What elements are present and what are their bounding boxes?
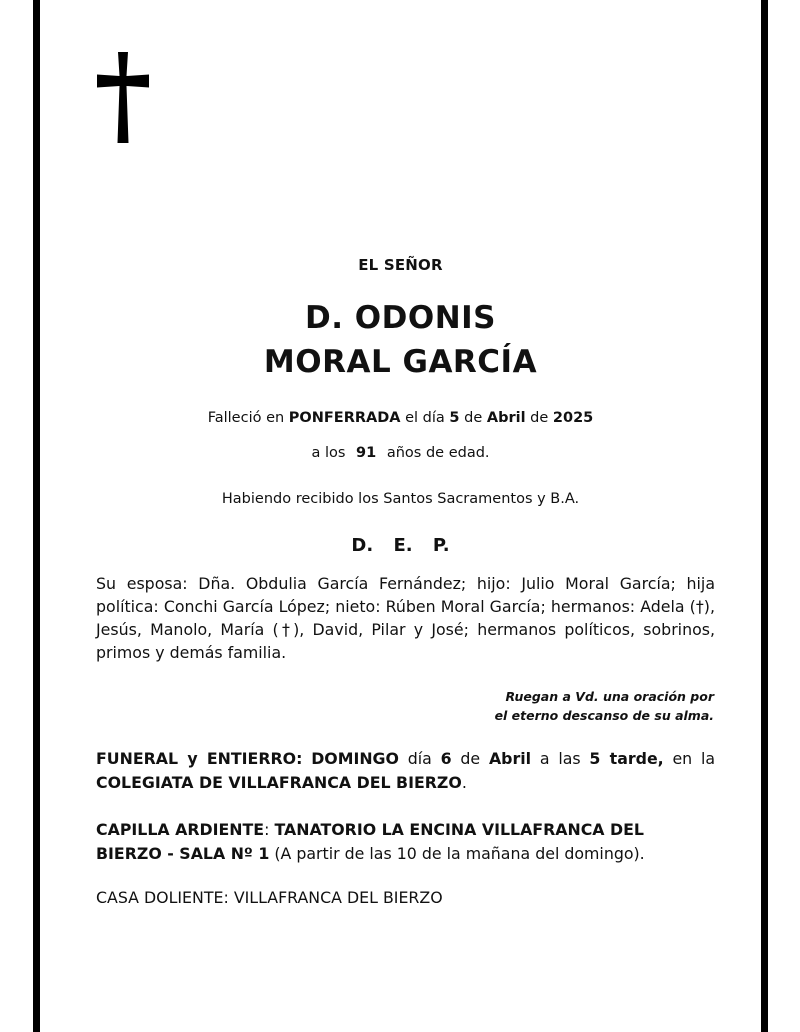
page-border-right [761, 0, 768, 1032]
funeral-text: día [407, 749, 432, 768]
house-info [96, 886, 715, 910]
prayer-request [400, 687, 714, 725]
death-day: 5 [449, 410, 460, 426]
deceased-name-line1: D. ODONIS [304, 300, 497, 336]
death-text: el día [405, 410, 445, 426]
prayer-line1: Ruegan a Vd. una oración por [505, 689, 714, 704]
age-info [40, 445, 761, 461]
chapel-colon: : [264, 820, 270, 839]
funeral-day: 6 [440, 749, 452, 768]
page-border-left [33, 0, 40, 1032]
deceased-name-line2: MORAL GARCÍA [263, 344, 538, 380]
age-text: años de edad. [386, 445, 490, 461]
death-place: PONFERRADA [288, 410, 401, 426]
chapel-place: TANATORIO LA ENCINA VILLAFRANCA DEL BIERZO - SALA Nº 1 [96, 820, 644, 863]
death-info [40, 410, 761, 426]
age-years: 91 [356, 445, 377, 461]
age-text: a los [311, 445, 346, 461]
prayer-line2: el eterno descanso de su alma. [494, 708, 714, 723]
funeral-label: FUNERAL y ENTIERRO: [96, 749, 303, 768]
death-text: de [464, 410, 483, 426]
death-year: 2025 [552, 410, 594, 426]
house-place: VILLAFRANCA DEL BIERZO [233, 888, 443, 907]
house-colon: : [223, 888, 229, 907]
sacraments-text: Habiendo recibido los Santos Sacramentos y B.A. [221, 491, 580, 507]
deceased-name [40, 296, 761, 384]
funeral-info [96, 747, 715, 795]
funeral-month: Abril [488, 749, 532, 768]
house-label: CASA DOLIENTE [96, 888, 224, 907]
chapel-info [96, 818, 715, 866]
funeral-text: en la [672, 749, 716, 768]
title-prefix: EL SEÑOR [358, 256, 443, 274]
funeral-weekday: DOMINGO [311, 749, 399, 768]
chapel-label: CAPILLA ARDIENTE [96, 820, 265, 839]
dep-text: D. E. P. [351, 535, 450, 556]
funeral-text: a las [539, 749, 581, 768]
chapel-note: (A partir de las 10 de la mañana del domingo). [274, 844, 645, 863]
death-text: de [530, 410, 549, 426]
death-month: Abril [486, 410, 526, 426]
death-text: Falleció en [207, 410, 285, 426]
funeral-time: 5 tarde, [589, 749, 664, 768]
funeral-place: COLEGIATA DE VILLAFRANCA DEL BIERZO [96, 773, 462, 792]
funeral-end: . [461, 773, 467, 792]
latin-cross-icon [97, 52, 149, 143]
funeral-text: de [460, 749, 481, 768]
family-list: Su esposa: Dña. Obdulia García Fernández; hijo: Julio Moral García; hija política: Conchi García López; nieto: Rúben Moral García; hermanos: Adela (†), Jesús, Manolo, María (†), David, Pilar y José; hermanos políticos, sobrinos, primos y demás familia. [96, 574, 715, 662]
